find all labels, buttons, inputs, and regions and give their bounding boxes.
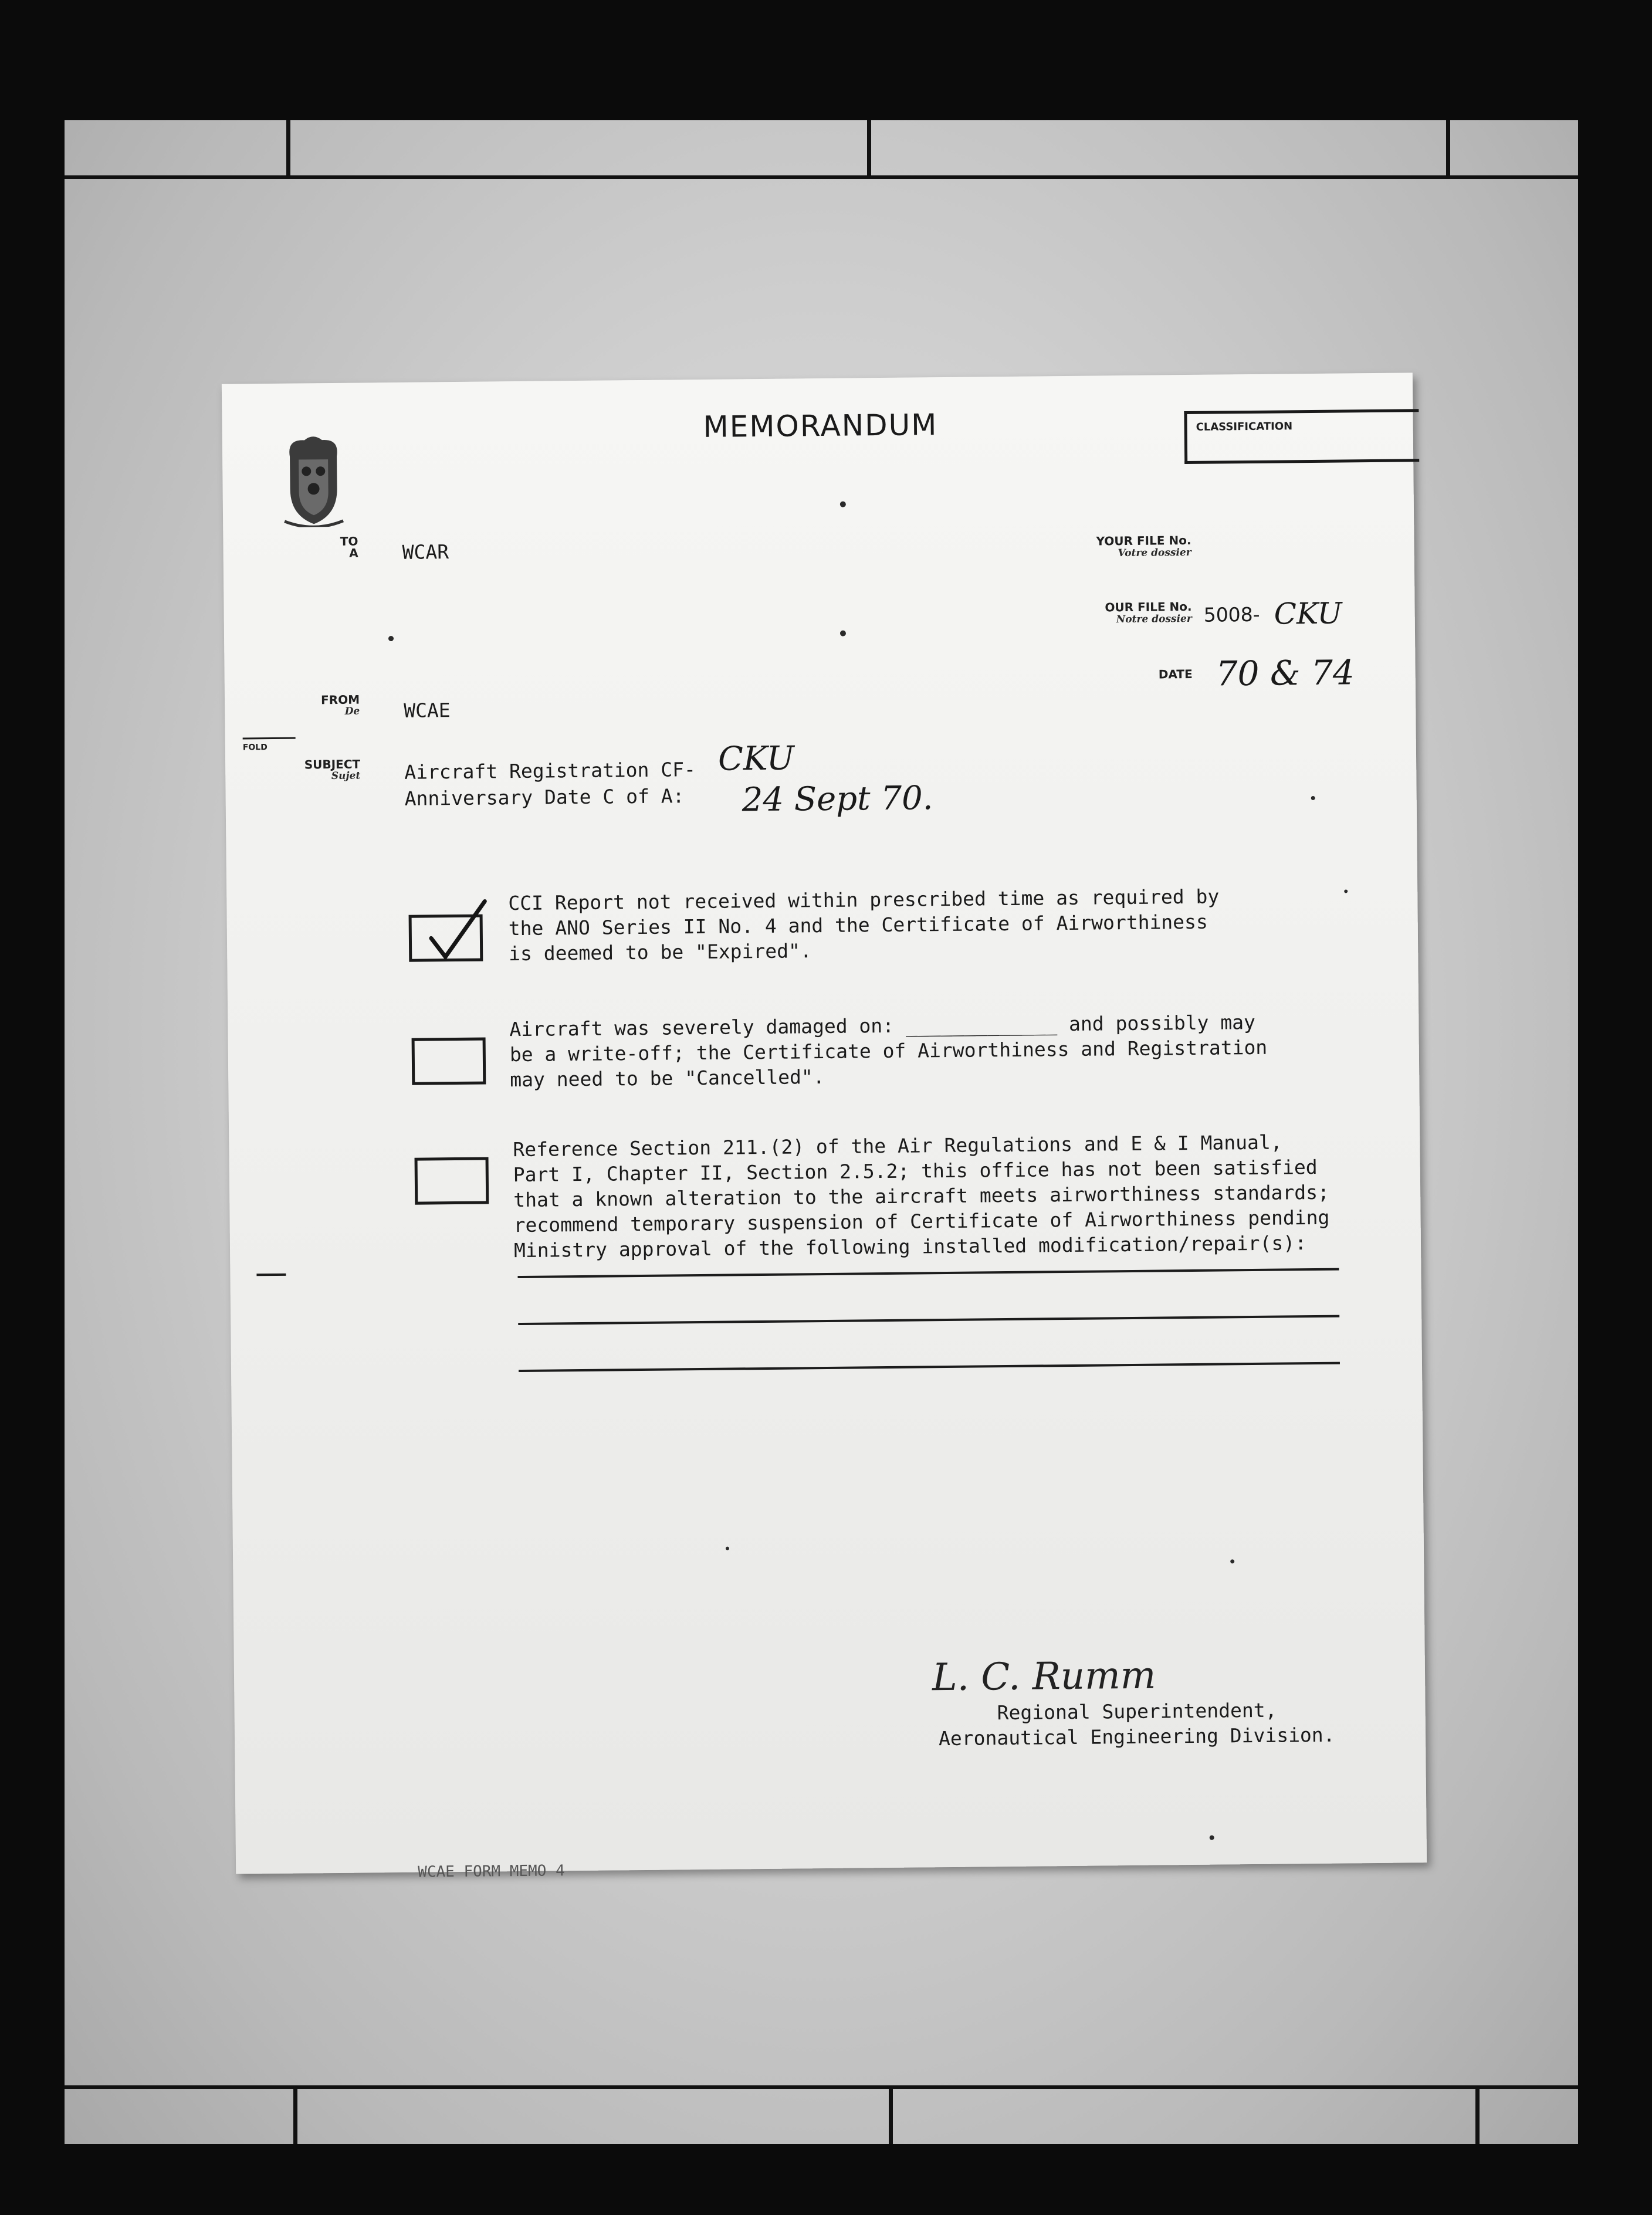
classification-label: CLASSIFICATION: [1196, 420, 1293, 433]
paper-speck: [388, 636, 394, 641]
margin-rule: [256, 1274, 286, 1276]
fold-rule: [243, 737, 296, 740]
frame-bottom-tick: [293, 2087, 297, 2144]
subject-line-2: Anniversary Date C of A:: [404, 784, 685, 810]
check-mark-icon: [426, 897, 491, 963]
classification-box: [1184, 409, 1419, 464]
option-damaged-checkbox[interactable]: [412, 1038, 486, 1085]
frame-top-tick: [867, 120, 871, 177]
paper-speck: [726, 1547, 729, 1550]
subject-line-1: Aircraft Registration CF-: [404, 758, 696, 784]
frame-bottom-rule: [65, 2085, 1578, 2089]
modification-line-3: [519, 1362, 1340, 1372]
subject-label-fr: Sujet: [331, 770, 361, 783]
form-number: WCAE FORM MEMO 4: [418, 1862, 565, 1881]
option-suspension-checkbox[interactable]: [415, 1157, 489, 1204]
signature-title: Regional Superintendent,: [997, 1698, 1277, 1725]
paper-speck: [1311, 796, 1315, 800]
your-file-label-fr: Votre dossier: [1118, 546, 1191, 560]
coat-of-arms-icon: [278, 433, 350, 527]
option-suspension-text: Reference Section 211.(2) of the Air Regulations and E & I Manual, Part I, Chapter II, Section 2.5.2; this office has not been satisfied that a known alteration to the aircraft meets airworthiness standards; recommend temporary suspension of Certificate of Airworthiness pending Ministry approval of the following installed modification/repair(s):: [513, 1130, 1330, 1262]
modification-line-2: [518, 1315, 1339, 1325]
date-label: DATE: [1158, 666, 1193, 682]
frame-bottom-tick: [1475, 2087, 1480, 2144]
paper-speck: [840, 631, 846, 636]
our-file-label: OUR FILE No.: [1105, 599, 1192, 615]
to-label-fr: A: [349, 546, 358, 560]
from-value: WCAE: [404, 699, 451, 722]
our-file-handwritten: CKU: [1274, 596, 1342, 631]
to-value: WCAR: [402, 540, 449, 564]
signature-handwritten: L. C. Rumm: [932, 1654, 1156, 1700]
your-file-label: YOUR FILE No.: [1096, 533, 1191, 548]
fold-label: FOLD: [242, 743, 268, 753]
frame-top-tick: [1446, 120, 1450, 177]
subject-registration-handwritten: CKU: [717, 739, 795, 778]
memo-title: MEMORANDUM: [703, 408, 938, 444]
memo-sheet: [222, 372, 1427, 1881]
our-file-typed: 5008-: [1203, 602, 1260, 626]
option-damaged-text: Aircraft was severely damaged on: _____________ and possibly may be a write-off; the Certificate of Airworthiness and Registration may need to be "Cancelled".: [509, 1010, 1268, 1092]
date-handwritten: 70 & 74: [1216, 652, 1355, 694]
from-label: FROM: [320, 692, 360, 707]
modification-line-1: [517, 1268, 1339, 1278]
our-file-label-fr: Notre dossier: [1116, 612, 1192, 626]
frame-bottom-tick: [889, 2087, 893, 2144]
paper-speck: [1210, 1835, 1214, 1840]
paper-speck: [840, 502, 846, 507]
frame-top-tick: [286, 120, 290, 177]
paper-speck: [1230, 1559, 1234, 1563]
signature-division: Aeronautical Engineering Division.: [938, 1723, 1335, 1750]
paper-speck: [1344, 889, 1348, 893]
frame-top-rule: [65, 175, 1578, 179]
subject-label: SUBJECT: [304, 757, 361, 772]
subject-date-handwritten: 24 Sept 70.: [742, 779, 933, 819]
to-label: TO: [340, 534, 358, 548]
from-label-fr: De: [344, 705, 360, 717]
option-expired-text: CCI Report not received within prescribed time as required by the ANO Series II No. 4 and the Certificate of Airworthiness is deemed to be "Expired".: [508, 885, 1220, 966]
